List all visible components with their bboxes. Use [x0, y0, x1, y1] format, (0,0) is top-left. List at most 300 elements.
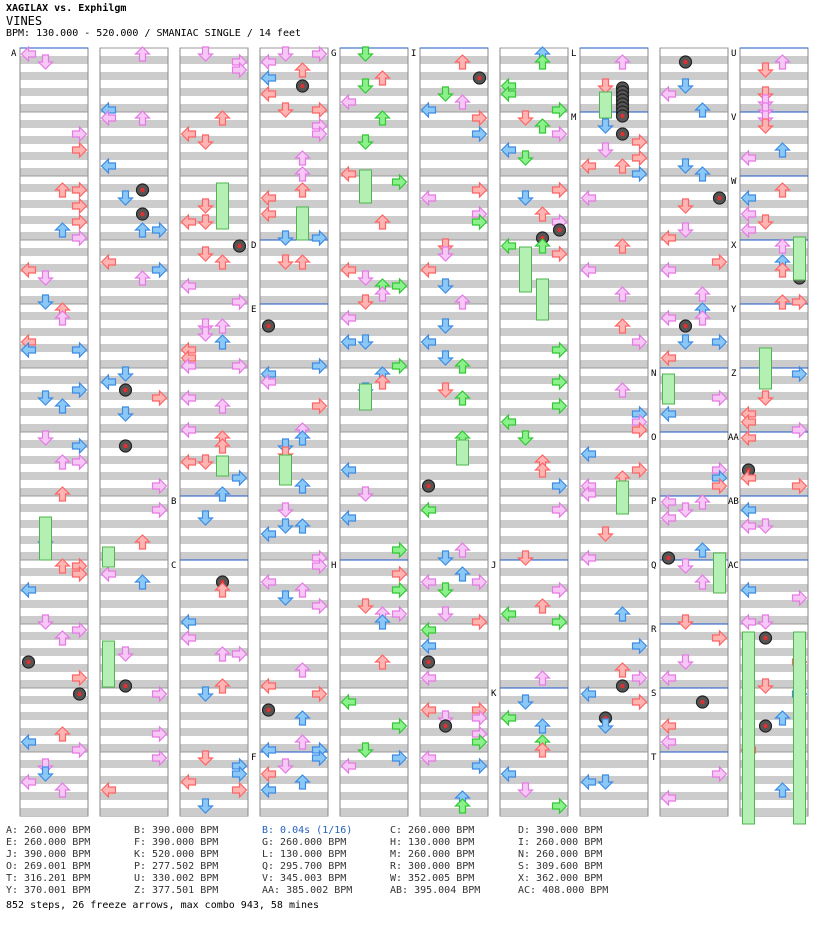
mine-core — [763, 724, 767, 728]
bpm-entry: Q: 295.700 BPM — [262, 861, 347, 872]
beat-stripe — [661, 120, 728, 128]
beat-stripe — [261, 280, 328, 288]
beat-stripe — [181, 168, 248, 176]
beat-stripe — [421, 152, 488, 160]
beat-stripe — [341, 744, 408, 752]
beat-stripe — [101, 328, 168, 336]
beat-stripe — [501, 264, 568, 272]
beat-stripe — [501, 392, 568, 400]
bpm-entry: R: 300.000 BPM — [390, 861, 475, 872]
beat-stripe — [741, 456, 808, 464]
beat-stripe — [101, 408, 168, 416]
beat-stripe — [101, 712, 168, 720]
section-label: Y — [731, 305, 737, 315]
beat-stripe — [741, 328, 808, 336]
beat-stripe — [741, 536, 808, 544]
mine-core — [620, 684, 624, 688]
beat-stripe — [421, 520, 488, 528]
beat-stripe — [581, 104, 648, 112]
beat-stripe — [101, 200, 168, 208]
beat-stripe — [341, 56, 408, 64]
beat-stripe — [501, 760, 568, 768]
beat-stripe — [581, 296, 648, 304]
freeze-arrow — [103, 641, 115, 687]
beat-stripe — [181, 680, 248, 688]
beat-stripe — [21, 552, 88, 560]
beat-stripe — [741, 136, 808, 144]
beat-stripe — [501, 680, 568, 688]
beat-stripe — [101, 744, 168, 752]
beat-stripe — [581, 312, 648, 320]
beat-stripe — [501, 312, 568, 320]
beat-stripe — [421, 792, 488, 800]
beat-stripe — [101, 344, 168, 352]
beat-stripe — [581, 328, 648, 336]
bpm-entry: AA: 385.002 BPM — [262, 885, 353, 896]
freeze-arrow — [794, 237, 806, 280]
beat-stripe — [341, 776, 408, 784]
beat-stripe — [181, 88, 248, 96]
beat-stripe — [341, 632, 408, 640]
beat-stripe — [741, 56, 808, 64]
beat-stripe — [261, 152, 328, 160]
beat-stripe — [581, 232, 648, 240]
beat-stripe — [581, 360, 648, 368]
bpm-entry: L: 130.000 BPM — [262, 849, 347, 860]
bpm-entry: G: 260.000 BPM — [262, 837, 347, 848]
freeze-arrow — [40, 517, 52, 560]
beat-stripe — [341, 328, 408, 336]
beat-stripe — [421, 456, 488, 464]
beat-stripe — [21, 360, 88, 368]
section-label: AB — [728, 497, 739, 507]
beat-stripe — [661, 168, 728, 176]
bpm-entry: H: 130.000 BPM — [390, 837, 475, 848]
beat-stripe — [581, 216, 648, 224]
beat-stripe — [101, 296, 168, 304]
beat-stripe — [101, 280, 168, 288]
beat-stripe — [421, 296, 488, 304]
bpm-entry: AB: 395.004 BPM — [390, 885, 481, 896]
beat-stripe — [341, 248, 408, 256]
section-label: N — [651, 369, 657, 379]
section-label: O — [651, 433, 657, 443]
beat-stripe — [661, 616, 728, 624]
beat-stripe — [21, 808, 88, 816]
beat-stripe — [581, 632, 648, 640]
beat-stripe — [341, 792, 408, 800]
beat-stripe — [21, 296, 88, 304]
freeze-arrow — [794, 632, 806, 824]
beat-stripe — [341, 232, 408, 240]
mine-core — [443, 724, 447, 728]
chart-column — [20, 48, 88, 816]
beat-stripe — [661, 184, 728, 192]
beat-stripe — [261, 184, 328, 192]
beat-stripe — [741, 184, 808, 192]
section-label: Q — [651, 561, 657, 571]
mine-core — [123, 444, 127, 448]
beat-stripe — [181, 504, 248, 512]
beat-stripe — [661, 664, 728, 672]
beat-stripe — [741, 568, 808, 576]
section-label: R — [651, 625, 657, 635]
beat-stripe — [181, 152, 248, 160]
beat-stripe — [341, 488, 408, 496]
bpm-entry: J: 390.000 BPM — [6, 849, 91, 860]
beat-stripe — [661, 600, 728, 608]
beat-stripe — [181, 728, 248, 736]
mine-core — [666, 556, 670, 560]
freeze-arrow — [537, 279, 549, 320]
bpm-entry: S: 309.600 BPM — [518, 861, 603, 872]
bpm-entry: V: 345.003 BPM — [262, 873, 347, 884]
beat-stripe — [341, 504, 408, 512]
mine-core — [237, 244, 241, 248]
beat-stripe — [21, 472, 88, 480]
section-label: H — [331, 561, 337, 571]
freeze-arrow — [103, 547, 115, 567]
stop-entry: B: 0.04s (1/16) — [262, 825, 353, 836]
beat-stripe — [421, 424, 488, 432]
freeze-arrow — [217, 183, 229, 229]
beat-stripe — [101, 136, 168, 144]
beat-stripe — [101, 424, 168, 432]
beat-stripe — [741, 552, 808, 560]
freeze-arrow — [617, 481, 629, 514]
section-label: F — [251, 753, 257, 763]
beat-stripe — [261, 392, 328, 400]
beat-stripe — [661, 424, 728, 432]
beat-stripe — [661, 760, 728, 768]
beat-stripe — [581, 760, 648, 768]
beat-stripe — [421, 56, 488, 64]
mine-core — [717, 196, 721, 200]
mine-core — [300, 84, 304, 88]
beat-stripe — [21, 72, 88, 80]
beat-stripe — [341, 408, 408, 416]
beat-stripe — [101, 152, 168, 160]
bpm-entry: Y: 370.001 BPM — [6, 885, 91, 896]
bpm-entry: W: 352.005 BPM — [390, 873, 475, 884]
beat-stripe — [21, 600, 88, 608]
beat-stripe — [181, 120, 248, 128]
bpm-entry: M: 260.000 BPM — [390, 849, 475, 860]
beat-stripe — [181, 408, 248, 416]
beat-stripe — [21, 424, 88, 432]
mine-core — [266, 324, 270, 328]
beat-stripe — [181, 440, 248, 448]
bpm-entry: O: 269.001 BPM — [6, 861, 91, 872]
beat-stripe — [581, 72, 648, 80]
beat-stripe — [501, 120, 568, 128]
beat-stripe — [501, 792, 568, 800]
beat-stripe — [741, 392, 808, 400]
mine-core — [557, 228, 561, 232]
beat-stripe — [261, 504, 328, 512]
beat-stripe — [101, 776, 168, 784]
bpm-entry: A: 260.000 BPM — [6, 825, 91, 836]
beat-stripe — [181, 808, 248, 816]
beat-stripe — [581, 184, 648, 192]
section-label: T — [651, 753, 657, 763]
beat-stripe — [501, 664, 568, 672]
beat-stripe — [101, 72, 168, 80]
beat-stripe — [21, 328, 88, 336]
beat-stripe — [101, 584, 168, 592]
beat-stripe — [501, 72, 568, 80]
section-label: K — [491, 689, 497, 699]
bpm-entry: I: 260.000 BPM — [518, 837, 603, 848]
beat-stripe — [501, 648, 568, 656]
beat-stripe — [421, 552, 488, 560]
beat-stripe — [261, 312, 328, 320]
beat-stripe — [661, 216, 728, 224]
beat-stripe — [101, 632, 168, 640]
beat-stripe — [101, 360, 168, 368]
beat-stripe — [261, 344, 328, 352]
beat-stripe — [21, 120, 88, 128]
chart-column — [500, 48, 568, 816]
beat-stripe — [581, 616, 648, 624]
beat-stripe — [581, 56, 648, 64]
beat-stripe — [421, 696, 488, 704]
beat-stripe — [21, 488, 88, 496]
chart-column — [420, 48, 488, 816]
beat-stripe — [341, 296, 408, 304]
beat-stripe — [21, 760, 88, 768]
beat-stripe — [341, 376, 408, 384]
section-label: A — [11, 49, 17, 59]
beat-stripe — [261, 632, 328, 640]
section-label: E — [251, 305, 257, 315]
beat-stripe — [581, 808, 648, 816]
beat-stripe — [661, 456, 728, 464]
beat-stripe — [581, 728, 648, 736]
beat-stripe — [581, 280, 648, 288]
freeze-arrow — [297, 207, 309, 240]
section-label: X — [731, 241, 737, 251]
beat-stripe — [661, 72, 728, 80]
beat-stripe — [181, 696, 248, 704]
mine-core — [477, 76, 481, 80]
beat-stripe — [341, 424, 408, 432]
beat-stripe — [101, 88, 168, 96]
beat-stripe — [341, 72, 408, 80]
section-label: Z — [731, 369, 737, 379]
beat-stripe — [741, 344, 808, 352]
beat-stripe — [661, 56, 728, 64]
mine-core — [140, 188, 144, 192]
freeze-arrow — [360, 384, 372, 410]
beat-stripe — [581, 376, 648, 384]
beat-stripe — [581, 520, 648, 528]
beat-stripe — [421, 280, 488, 288]
beat-stripe — [581, 504, 648, 512]
beat-stripe — [181, 520, 248, 528]
beat-stripe — [181, 600, 248, 608]
mine-core — [620, 132, 624, 136]
bpm-entry: P: 277.502 BPM — [134, 861, 219, 872]
freeze-arrow — [714, 553, 726, 593]
beat-stripe — [21, 312, 88, 320]
beat-stripe — [21, 648, 88, 656]
mine-core — [266, 708, 270, 712]
beat-stripe — [661, 328, 728, 336]
beat-stripe — [101, 216, 168, 224]
beat-stripe — [261, 472, 328, 480]
beat-stripe — [101, 184, 168, 192]
beat-stripe — [181, 104, 248, 112]
beat-stripe — [341, 88, 408, 96]
freeze-arrow — [743, 632, 755, 824]
beat-stripe — [101, 472, 168, 480]
beat-stripe — [181, 584, 248, 592]
beat-stripe — [501, 536, 568, 544]
beat-stripe — [501, 168, 568, 176]
beat-stripe — [661, 648, 728, 656]
section-label: AC — [728, 561, 739, 571]
section-label: B — [171, 497, 177, 507]
beat-stripe — [741, 72, 808, 80]
freeze-arrow — [457, 440, 469, 465]
beat-stripe — [501, 552, 568, 560]
section-label: W — [731, 177, 737, 187]
beat-stripe — [421, 600, 488, 608]
beat-stripe — [181, 312, 248, 320]
beat-stripe — [501, 328, 568, 336]
section-label: J — [491, 561, 497, 571]
beat-stripe — [261, 168, 328, 176]
beat-stripe — [421, 360, 488, 368]
mine-core — [683, 324, 687, 328]
beat-stripe — [501, 728, 568, 736]
beat-stripe — [661, 280, 728, 288]
beat-stripe — [21, 520, 88, 528]
freeze-arrow — [360, 170, 372, 203]
mine-core — [123, 388, 127, 392]
beat-stripe — [21, 280, 88, 288]
beat-stripe — [261, 520, 328, 528]
beat-stripe — [581, 568, 648, 576]
beat-stripe — [421, 536, 488, 544]
beat-stripe — [101, 616, 168, 624]
section-label: V — [731, 113, 737, 123]
section-label: S — [651, 689, 657, 699]
beat-stripe — [181, 232, 248, 240]
mine-core — [700, 700, 704, 704]
beat-stripe — [661, 296, 728, 304]
beat-stripe — [101, 808, 168, 816]
beat-stripe — [581, 712, 648, 720]
bpm-entry: K: 520.000 BPM — [134, 849, 219, 860]
beat-stripe — [341, 152, 408, 160]
beat-stripe — [261, 488, 328, 496]
beat-stripe — [21, 376, 88, 384]
beat-stripe — [181, 552, 248, 560]
bpm-entry: F: 390.000 BPM — [134, 837, 219, 848]
beat-stripe — [261, 808, 328, 816]
mine-core — [26, 660, 30, 664]
beat-stripe — [421, 168, 488, 176]
mine-core — [426, 660, 430, 664]
beat-stripe — [581, 120, 648, 128]
chart-column — [260, 48, 328, 816]
beat-stripe — [341, 136, 408, 144]
beat-stripe — [341, 200, 408, 208]
beat-stripe — [421, 376, 488, 384]
beat-stripe — [181, 200, 248, 208]
beat-stripe — [421, 392, 488, 400]
beat-stripe — [581, 536, 648, 544]
section-label: U — [731, 49, 737, 59]
bpm-entry: C: 260.000 BPM — [390, 825, 475, 836]
beat-stripe — [181, 328, 248, 336]
beat-stripe — [341, 648, 408, 656]
beat-stripe — [261, 456, 328, 464]
beat-stripe — [741, 120, 808, 128]
beat-stripe — [661, 152, 728, 160]
freeze-arrow — [600, 92, 612, 118]
beat-stripe — [21, 728, 88, 736]
section-label: I — [411, 49, 417, 59]
beat-stripe — [501, 568, 568, 576]
beat-stripe — [501, 520, 568, 528]
beat-stripe — [21, 168, 88, 176]
bpm-entry: T: 316.201 BPM — [6, 873, 91, 884]
section-label: L — [571, 49, 577, 59]
section-label: M — [571, 113, 577, 123]
beat-stripe — [581, 792, 648, 800]
beat-stripe — [661, 136, 728, 144]
beat-stripe — [101, 312, 168, 320]
beat-stripe — [261, 424, 328, 432]
mine-core — [123, 684, 127, 688]
beat-stripe — [181, 744, 248, 752]
beat-stripe — [261, 264, 328, 272]
beat-stripe — [421, 776, 488, 784]
beat-stripe — [581, 744, 648, 752]
beat-stripe — [181, 664, 248, 672]
bpm-entry: U: 330.002 BPM — [134, 873, 219, 884]
beat-stripe — [501, 696, 568, 704]
beat-stripe — [501, 360, 568, 368]
section-label: P — [651, 497, 657, 507]
beat-stripe — [101, 536, 168, 544]
beat-stripe — [341, 536, 408, 544]
song-title: VINES — [6, 14, 43, 28]
beat-stripe — [501, 56, 568, 64]
beat-stripe — [661, 104, 728, 112]
section-label: D — [251, 241, 257, 251]
beat-stripe — [501, 456, 568, 464]
bpm-entry: E: 260.000 BPM — [6, 837, 91, 848]
beat-stripe — [421, 312, 488, 320]
beat-stripe — [261, 296, 328, 304]
beat-stripe — [421, 88, 488, 96]
beat-stripe — [21, 504, 88, 512]
beat-stripe — [421, 472, 488, 480]
mine-core — [77, 692, 81, 696]
beat-stripe — [581, 88, 648, 96]
beat-stripe — [261, 664, 328, 672]
beat-stripe — [101, 456, 168, 464]
beat-stripe — [21, 88, 88, 96]
beat-stripe — [741, 312, 808, 320]
beat-stripe — [181, 712, 248, 720]
beat-stripe — [421, 440, 488, 448]
beat-stripe — [181, 184, 248, 192]
